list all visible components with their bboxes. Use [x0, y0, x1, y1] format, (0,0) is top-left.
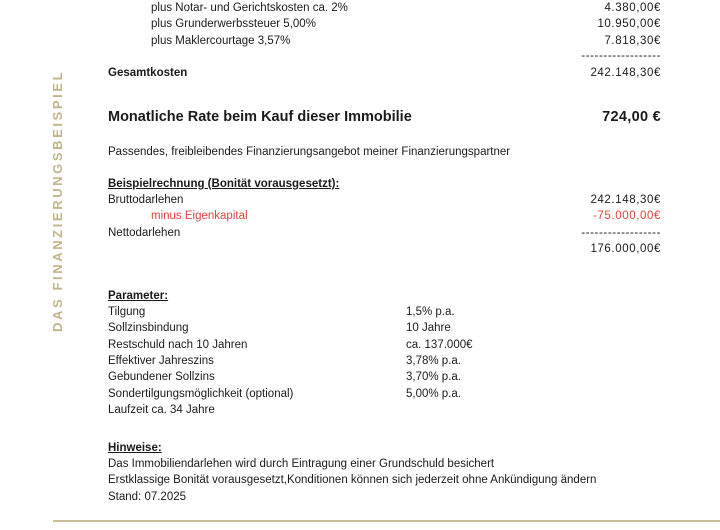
parameter-label: Laufzeit ca. 34 Jahre — [108, 404, 215, 416]
example-heading: Beispielrechnung (Bonität vorausgesetzt): — [108, 178, 340, 190]
parameter-row — [108, 369, 661, 385]
notes-heading-row — [108, 440, 661, 456]
parameter-row — [108, 402, 661, 418]
cost-item-value: 7.818,30€ — [604, 35, 661, 47]
total-cost-row — [108, 65, 661, 81]
parameter-label: Tilgung — [108, 306, 146, 318]
cost-item — [151, 33, 661, 49]
equity-value: -75.000,00€ — [593, 210, 661, 222]
total-cost-value: 242.148,30€ — [590, 67, 661, 79]
cost-separator: ------------------ — [581, 50, 661, 62]
parameter-label: Gebundener Sollzins — [108, 371, 215, 383]
parameter-row — [108, 386, 661, 402]
parameter-row — [108, 320, 661, 336]
cost-item — [151, 0, 661, 16]
total-cost-label: Gesamtkosten — [108, 67, 188, 79]
parameter-row — [108, 304, 661, 320]
netto-value: 176.000,00€ — [590, 243, 661, 255]
monthly-rate-row — [108, 107, 661, 127]
sidebar-title: DAS FINANZIERUNGSBEISPIEL — [50, 69, 65, 332]
parameter-value: 10 Jahre — [406, 322, 451, 334]
note-text: Stand: 07.2025 — [108, 491, 187, 503]
note-line — [108, 456, 661, 472]
parameter-label: Restschuld nach 10 Jahren — [108, 339, 248, 351]
netto-row — [108, 225, 661, 241]
monthly-rate-label: Monatliche Rate beim Kauf dieser Immobilie — [108, 109, 412, 125]
parameter-value: 3,78% p.a. — [406, 355, 461, 367]
parameters-heading-row — [108, 288, 661, 304]
note-text: Erstklassige Bonität vorausgesetzt,Konditionen können sich jederzeit ohne Ankündigung ändern — [108, 474, 597, 486]
note-text: Das Immobiliendarlehen wird durch Eintragung einer Grundschuld besichert — [108, 458, 495, 470]
cost-item-label: plus Maklercourtage 3,57% — [151, 35, 291, 47]
note-line — [108, 489, 661, 505]
cost-item-value: 10.950,00€ — [597, 18, 661, 30]
cost-separator-row — [108, 48, 661, 64]
offer-text-row — [108, 144, 661, 160]
footer-divider — [53, 520, 720, 522]
brutto-label: Bruttodarlehen — [108, 194, 184, 206]
parameter-value: 5,00% p.a. — [406, 388, 461, 400]
netto-value-row — [108, 241, 661, 257]
parameter-value: 1,5% p.a. — [406, 306, 455, 318]
parameter-row — [108, 337, 661, 353]
parameter-value: ca. 137.000€ — [406, 339, 473, 351]
parameters-heading: Parameter: — [108, 290, 169, 302]
cost-item — [151, 16, 661, 32]
parameter-value: 3,70% p.a. — [406, 371, 461, 383]
parameter-label: Sollzinsbindung — [108, 322, 189, 334]
equity-row — [108, 208, 661, 224]
note-line — [108, 472, 661, 488]
brutto-value: 242.148,30€ — [590, 194, 661, 206]
brutto-row — [108, 192, 661, 208]
parameter-label: Sondertilgungsmöglichkeit (optional) — [108, 388, 294, 400]
cost-item-label: plus Grunderwerbssteuer 5,00% — [151, 18, 316, 30]
example-heading-row — [108, 176, 661, 192]
cost-item-label: plus Notar- und Gerichtskosten ca. 2% — [151, 2, 348, 14]
cost-item-value: 4.380,00€ — [604, 2, 661, 14]
parameter-label: Effektiver Jahreszins — [108, 355, 214, 367]
equity-label: minus Eigenkapital — [151, 210, 248, 222]
offer-text: Passendes, freibleibendes Finanzierungsangebot meiner Finanzierungspartner — [108, 146, 511, 158]
netto-separator: ------------------ — [581, 227, 661, 239]
notes-heading: Hinweise: — [108, 442, 162, 454]
netto-label: Nettodarlehen — [108, 227, 181, 239]
parameter-row — [108, 353, 661, 369]
monthly-rate-value: 724,00 € — [602, 109, 661, 125]
